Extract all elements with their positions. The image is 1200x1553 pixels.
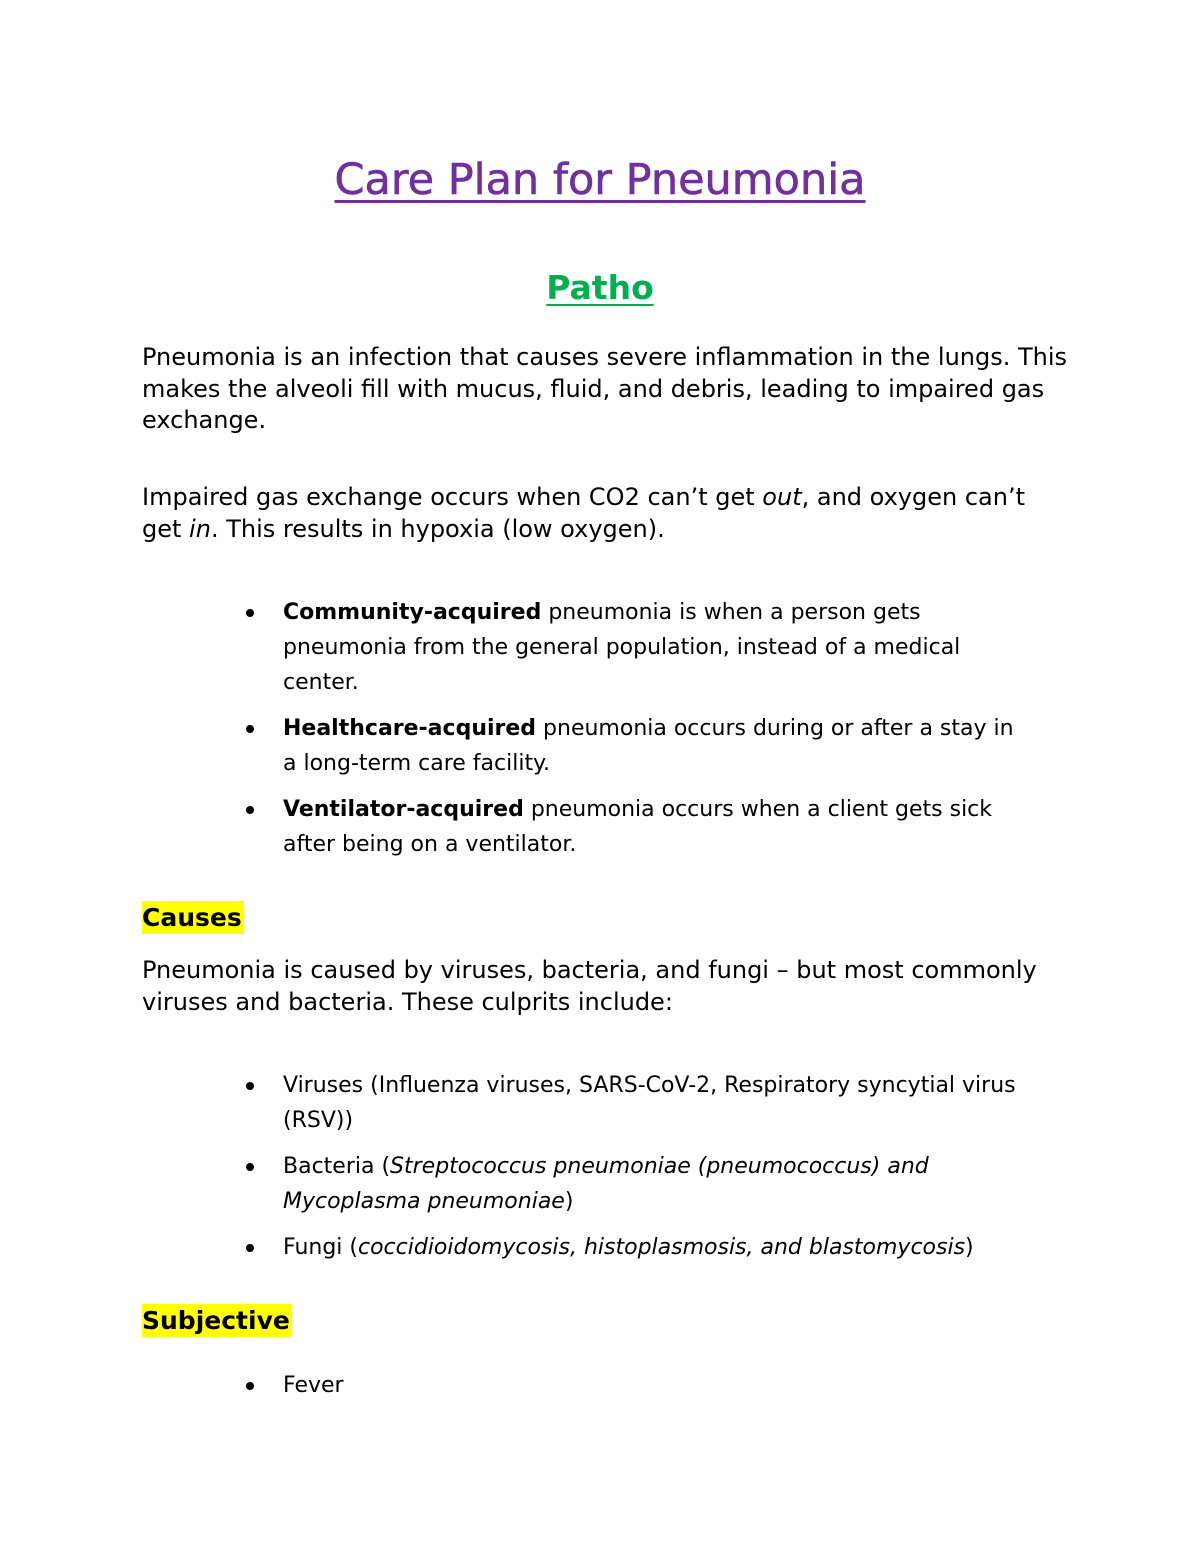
subjective-list: [283, 1368, 1023, 1414]
list-item: [283, 595, 1023, 700]
cause-species: coccidioidomycosis, histoplasmosis, and blastomycosis: [358, 1235, 966, 1260]
patho-p2-text-c: . This results in hypoxia (low oxygen).: [210, 514, 665, 543]
cause-text: Viruses (Influenza viruses, SARS-CoV-2, Respiratory syncytial virus (RSV)): [283, 1073, 1016, 1133]
patho-heading: Patho: [546, 268, 654, 307]
document-title: Care Plan for Pneumonia: [334, 155, 866, 205]
patho-paragraph-2: [142, 482, 1072, 545]
patho-p2-emphasis-in: in: [189, 514, 211, 543]
type-term: Community-acquired: [283, 600, 542, 625]
bullet-icon: [246, 1244, 254, 1252]
list-item: [283, 792, 1023, 862]
bullet-icon: [246, 806, 254, 814]
causes-heading: Causes: [142, 903, 242, 932]
bullet-icon: [246, 1382, 254, 1390]
cause-text: Bacteria (: [283, 1154, 391, 1179]
list-item: [283, 711, 1023, 781]
cause-species: Streptococcus pneumoniae (pneumococcus) and Mycoplasma pneumoniae: [283, 1154, 929, 1214]
patho-p2-text-b: , and oxygen can’t get: [142, 483, 1025, 543]
bullet-icon: [246, 725, 254, 733]
subjective-item: Fever: [283, 1373, 344, 1398]
cause-text-end: ): [965, 1235, 974, 1260]
bullet-icon: [246, 1082, 254, 1090]
patho-p2-emphasis-out: out: [762, 483, 802, 511]
pneumonia-types-list: [283, 595, 1023, 873]
cause-text: Fungi (: [283, 1235, 358, 1260]
type-description: pneumonia is when a person gets pneumonia from the general population, instead of a medical center.: [283, 600, 961, 695]
list-item: [283, 1368, 1023, 1403]
subjective-heading: Subjective: [142, 1306, 290, 1335]
bullet-icon: [246, 1163, 254, 1171]
type-description: pneumonia occurs when a client gets sick after being on a ventilator.: [283, 797, 993, 857]
list-item: [283, 1230, 1023, 1265]
patho-p2-text-a: Impaired gas exchange occurs when CO2 can’t get: [142, 483, 763, 511]
list-item: [283, 1149, 1023, 1219]
causes-paragraph: Pneumonia is caused by viruses, bacteria, and fungi – but most commonly viruses and bacteria. These culprits include:: [142, 956, 1037, 1016]
cause-text-end: ): [564, 1189, 574, 1214]
list-item: [283, 1068, 1023, 1138]
type-description: pneumonia occurs during or after a stay in a long-term care facility.: [283, 716, 1014, 776]
type-term: Healthcare-acquired: [283, 716, 537, 741]
patho-paragraph-1: Pneumonia is an infection that causes severe inflammation in the lungs. This makes the alveoli fill with mucus, fluid, and debris, leading to impaired gas exchange.: [142, 343, 1068, 434]
type-term: Ventilator-acquired: [283, 797, 524, 822]
bullet-icon: [246, 609, 254, 617]
causes-list: [283, 1068, 1023, 1276]
